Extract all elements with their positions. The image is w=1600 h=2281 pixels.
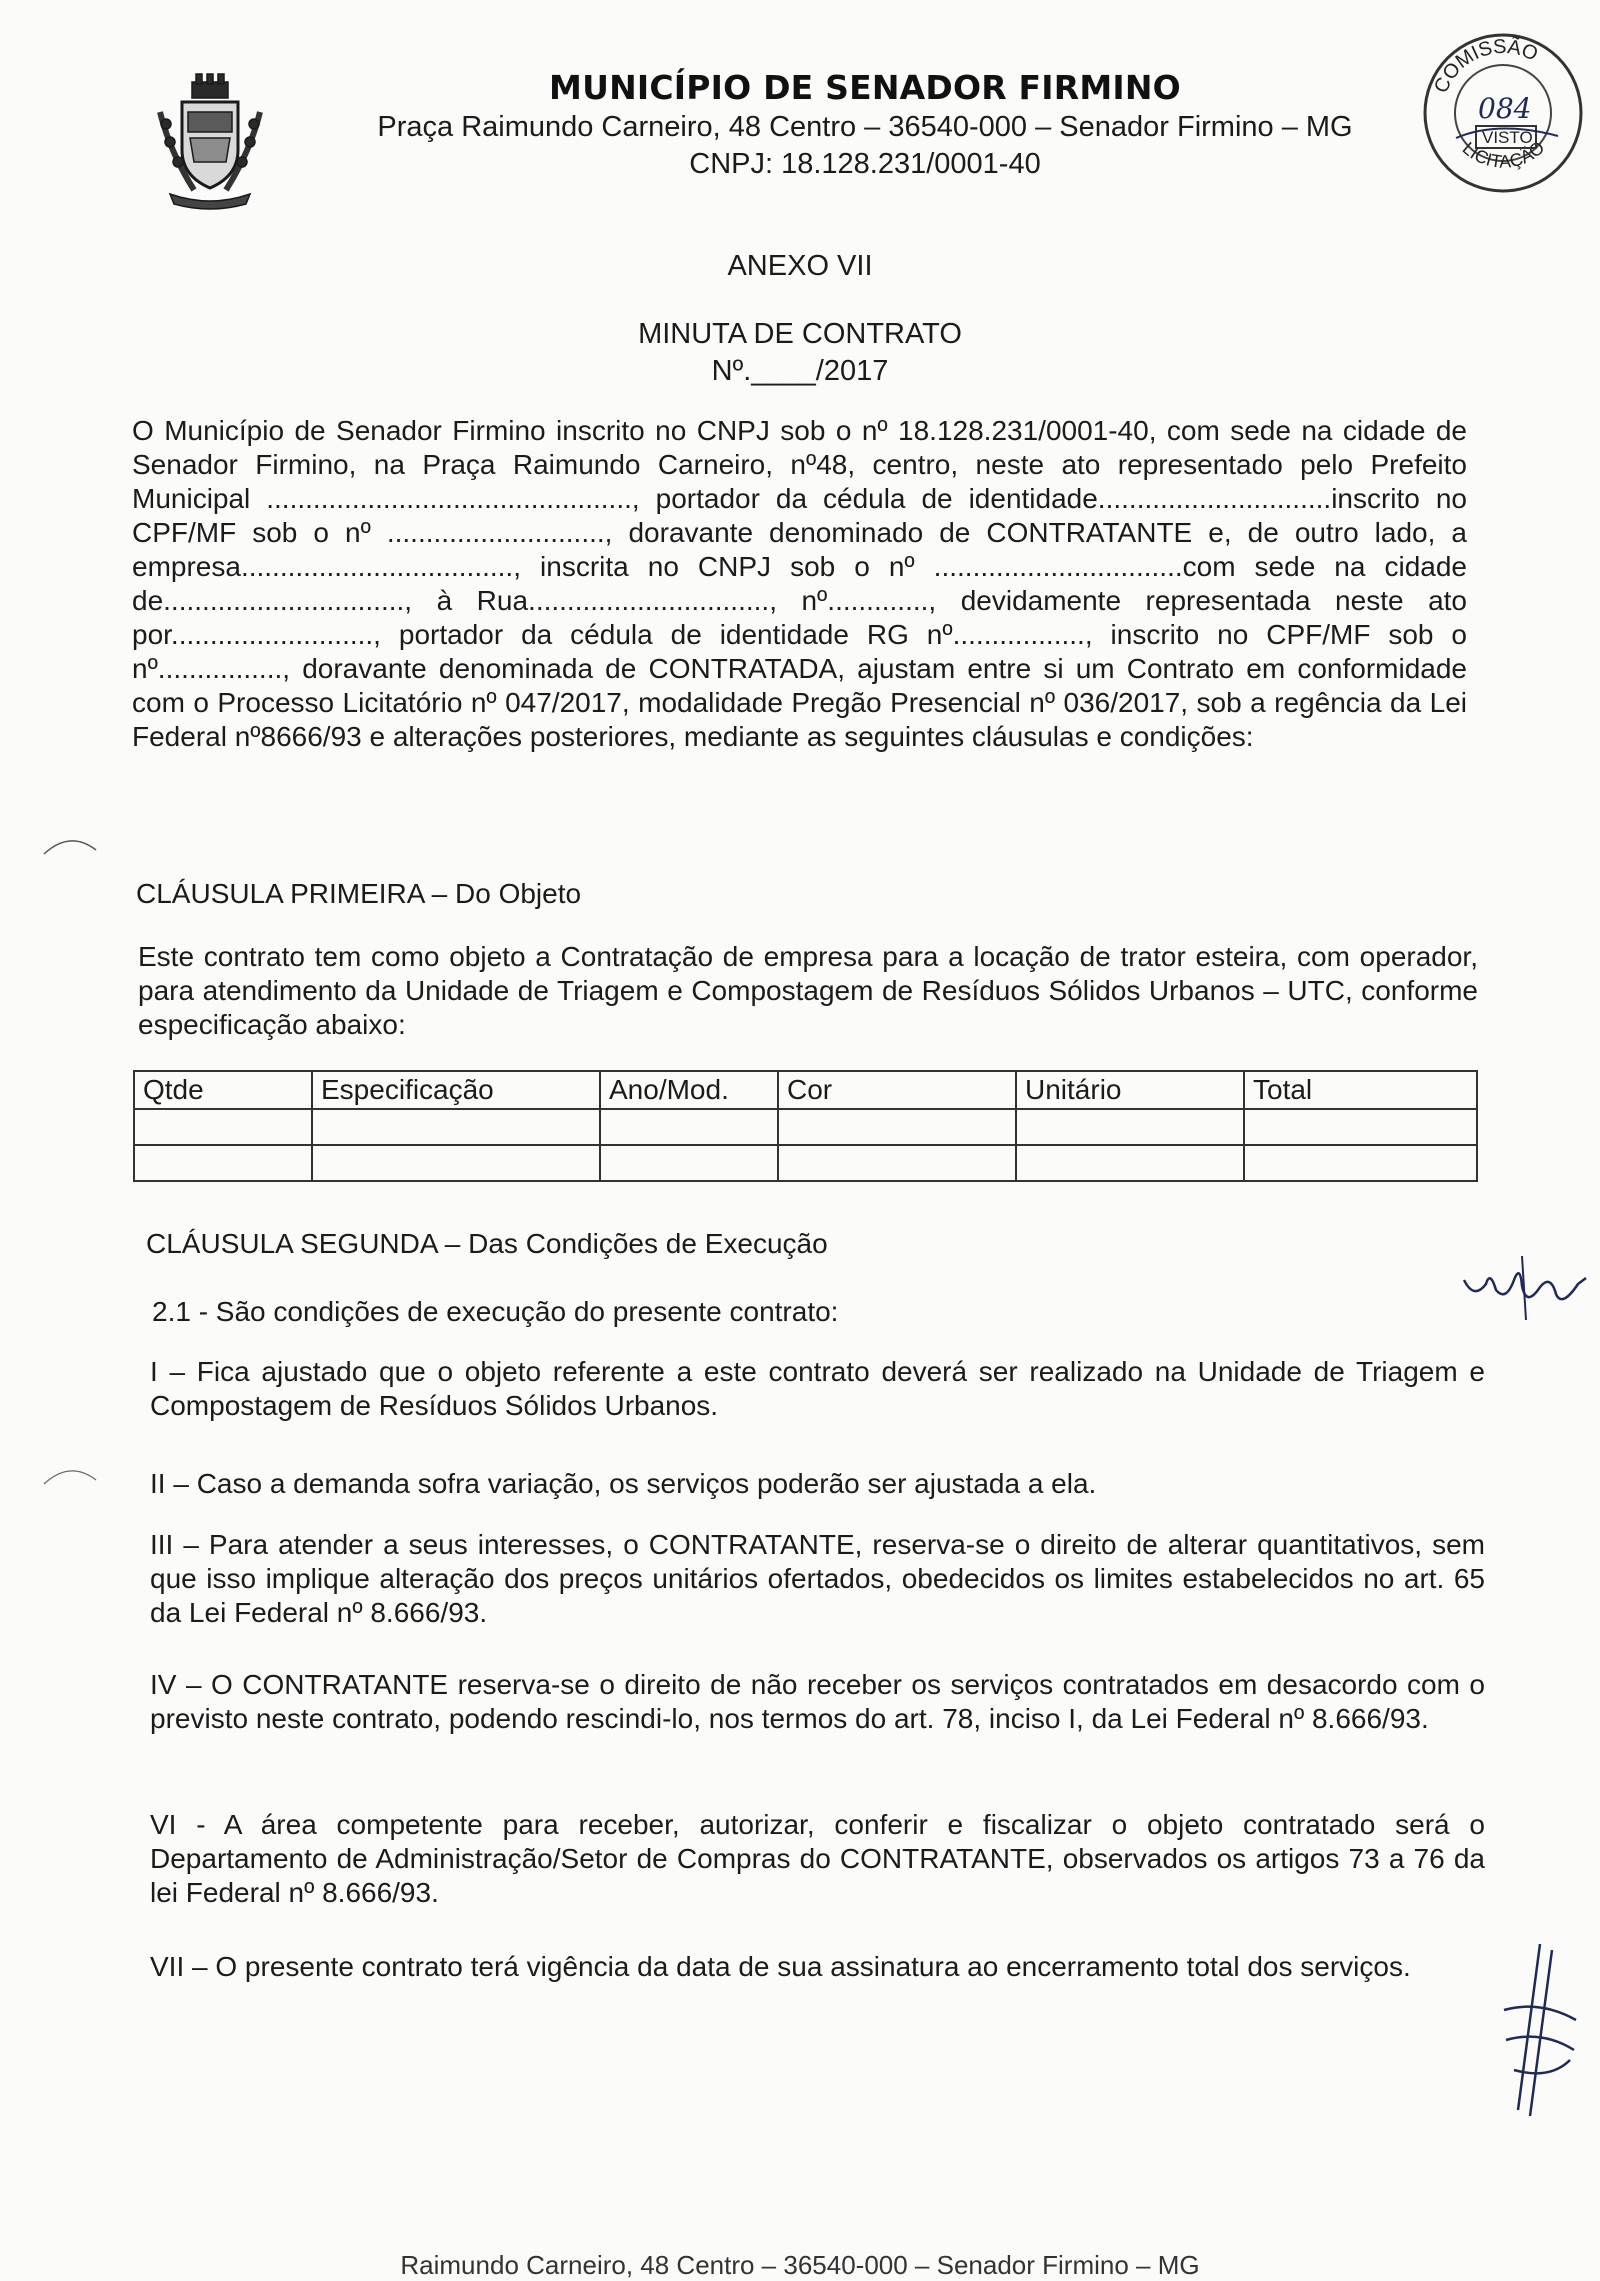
stamp-top-text: COMISSÃO [1430,35,1542,97]
annex-title: ANEXO VII [727,250,873,282]
handwritten-initials [1460,1250,1590,1330]
margin-mark [40,830,100,860]
letterhead [300,68,1430,181]
table-cell [134,1109,312,1145]
table-cell [1244,1145,1477,1181]
clause2-heading: CLÁUSULA SEGUNDA – Das Condições de Execução [146,1228,828,1259]
clause2-intro: 2.1 - São condições de execução do presente contrato: [152,1296,839,1327]
commission-stamp [1418,28,1588,198]
margin-mark [40,1460,100,1490]
table-row [134,1145,1477,1181]
svg-text:COMISSÃO [1430,34,1541,96]
table-cell [778,1145,1016,1181]
col-especificacao: Especificação [312,1071,600,1109]
handwritten-signature [1500,1940,1580,2120]
table-cell [312,1145,600,1181]
clause2-item-vii: VII – O presente contrato terá vigência da data de sua assinatura ao encerramento total dos serviços. [150,1951,1411,1982]
clause2-item-i: I – Fica ajustado que o objeto referente a este contrato deverá ser realizado na Unidade de Triagem e Compostagem de Resíduos Sólidos Urbanos. [150,1356,1485,1421]
table-cell [600,1109,778,1145]
coat-of-arms-logo [150,72,270,212]
table-cell [1016,1109,1244,1145]
municipality-cnpj: CNPJ: 18.128.231/0001-40 [689,148,1041,180]
col-total: Total [1244,1071,1477,1109]
table-cell [778,1109,1016,1145]
clause2-item-iii: III – Para atender a seus interesses, o CONTRATANTE, reserva-se o direito de alterar quantitativos, sem que isso implique alteração dos preços unitários ofertados, obedecidos os limites estabelecidos no art. 65 da Lei Federal nº 8.666/93. [150,1529,1485,1628]
stamp-bottom-text: LICITAÇÃO [1458,137,1549,172]
col-unitario: Unitário [1016,1071,1244,1109]
clause2-item-iv: IV – O CONTRATANTE reserva-se o direito de não receber os serviços contratados em desacordo com o previsto neste contrato, podendo rescindi-lo, nos termos do art. 78, inciso I, da Lei Federal nº 8.666/93. [150,1669,1485,1734]
clause1-heading: CLÁUSULA PRIMEIRA – Do Objeto [136,878,582,909]
table-cell [600,1145,778,1181]
table-header-row [134,1071,1477,1109]
document-number: Nº.____/2017 [711,355,889,387]
table-cell [134,1145,312,1181]
document-title: MINUTA DE CONTRATO [638,318,962,350]
col-ano-mod: Ano/Mod. [600,1071,778,1109]
col-cor: Cor [778,1071,1016,1109]
municipality-name: MUNICÍPIO DE SENADOR FIRMINO [549,68,1181,107]
clause1-text: Este contrato tem como objeto a Contratação de empresa para a locação de trator esteira, com operador, para atendimento da Unidade de Triagem e Compostagem de Resíduos Sólidos Urbanos – UTC, conforme especificação abaixo: [138,941,1478,1040]
page-footer: Raimundo Carneiro, 48 Centro – 36540-000 – Senador Firmino – MG [400,2250,1200,2280]
stamp-visto: VISTO [1482,128,1533,147]
clause2-item-vi: VI - A área competente para receber, autorizar, conferir e fiscalizar o objeto contratado será o Departamento de Administração/Setor de Compras do CONTRATANTE, observados os artigos 73 a 76 da lei Federal nº 8.666/93. [150,1809,1485,1908]
stamp-number: 084 [1478,92,1532,125]
table-cell [1016,1145,1244,1181]
table-row [134,1109,1477,1145]
clause2-item-ii: II – Caso a demanda sofra variação, os serviços poderão ser ajustada a ela. [150,1468,1097,1499]
col-qtde: Qtde [134,1071,312,1109]
table-cell [312,1109,600,1145]
specification-table [133,1070,1478,1182]
municipality-address: Praça Raimundo Carneiro, 48 Centro – 36540-000 – Senador Firmino – MG [377,111,1353,143]
table-cell [1244,1109,1477,1145]
preamble-paragraph: O Município de Senador Firmino inscrito no CNPJ sob o nº 18.128.231/0001-40, com sede na cidade de Senador Firmino, na Praça Raimundo Carneiro, nº48, centro, neste ato representado pelo Prefeito Municipal ..............................................., portador da cédula de identidade..............................inscrito no CPF/MF sob o nº ............................, doravante denominado de CONTRATANTE e, de outro lado, a empresa..................................., inscrita no CNPJ sob o nº ................................com sede na cidade de..............................., à Rua..............................., nº............., devidamente representada neste ato por.........................., portador da cédula de identidade RG nº................., inscrito no CPF/MF sob o nº................, doravante denominada de CONTRATADA, ajustam entre si um Contrato em conformidade com o Processo Licitatório nº 047/2017, modalidade Pregão Presencial nº 036/2017, sob a regência da Lei Federal nº8666/93 e alterações posteriores, mediante as seguintes cláusulas e condições: [132,415,1467,752]
